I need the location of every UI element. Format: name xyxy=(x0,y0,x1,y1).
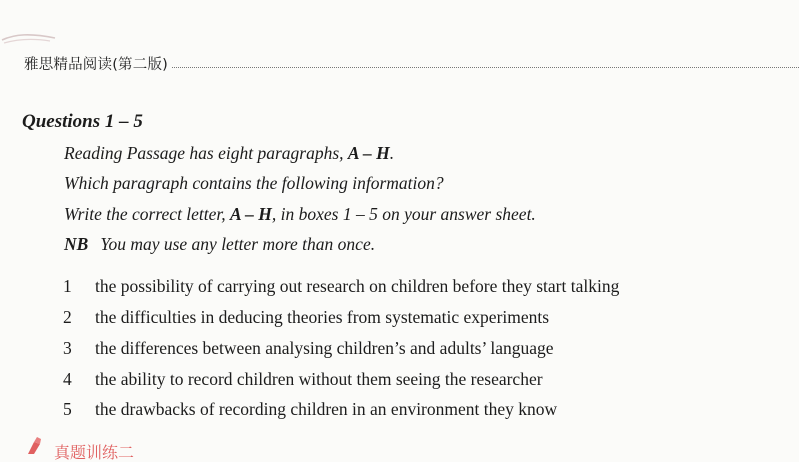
page-header xyxy=(24,52,799,74)
instruction-text: . xyxy=(389,143,395,163)
book-title: 雅思精品阅读(第二版) xyxy=(24,56,169,73)
letter-range: A – H xyxy=(347,143,390,163)
question-item xyxy=(63,398,557,420)
question-number: 3 xyxy=(63,338,72,358)
instruction-text: Write the correct letter, xyxy=(64,204,231,224)
pen-scribble-decoration xyxy=(0,28,60,48)
question-number: 1 xyxy=(63,276,72,296)
question-text: the ability to record children without them seeing the researcher xyxy=(95,369,543,389)
question-item xyxy=(63,275,619,297)
question-number: 2 xyxy=(63,307,72,327)
instruction-nb xyxy=(64,233,375,255)
question-number: 5 xyxy=(63,399,72,419)
instruction-paragraphs xyxy=(64,142,394,164)
nb-text: You may use any letter more than once. xyxy=(100,234,376,254)
letter-range: A – H xyxy=(230,204,272,224)
question-text: the difficulties in deducing theories from systematic experiments xyxy=(95,307,550,327)
question-item xyxy=(63,306,549,328)
section-label: 真题训练二 xyxy=(54,443,135,462)
question-item xyxy=(63,368,543,390)
question-text: the drawbacks of recording children in an environment they know xyxy=(95,399,558,419)
question-number: 4 xyxy=(63,369,72,389)
questions-heading: Questions 1 – 5 xyxy=(22,111,143,132)
instruction-text: , in boxes 1 – 5 on your answer sheet. xyxy=(271,204,536,224)
instruction-write-letter xyxy=(64,203,536,225)
nb-label: NB xyxy=(64,234,89,254)
question-text: the differences between analysing children’s and adults’ language xyxy=(95,338,554,358)
instruction-which-paragraph: Which paragraph contains the following information? xyxy=(64,173,444,193)
header-dotted-rule xyxy=(172,67,799,68)
question-item xyxy=(63,337,554,359)
pencil-icon xyxy=(24,436,52,454)
question-text: the possibility of carrying out research on children before they start talking xyxy=(95,276,620,296)
instruction-text: Reading Passage has eight paragraphs, xyxy=(64,143,348,163)
